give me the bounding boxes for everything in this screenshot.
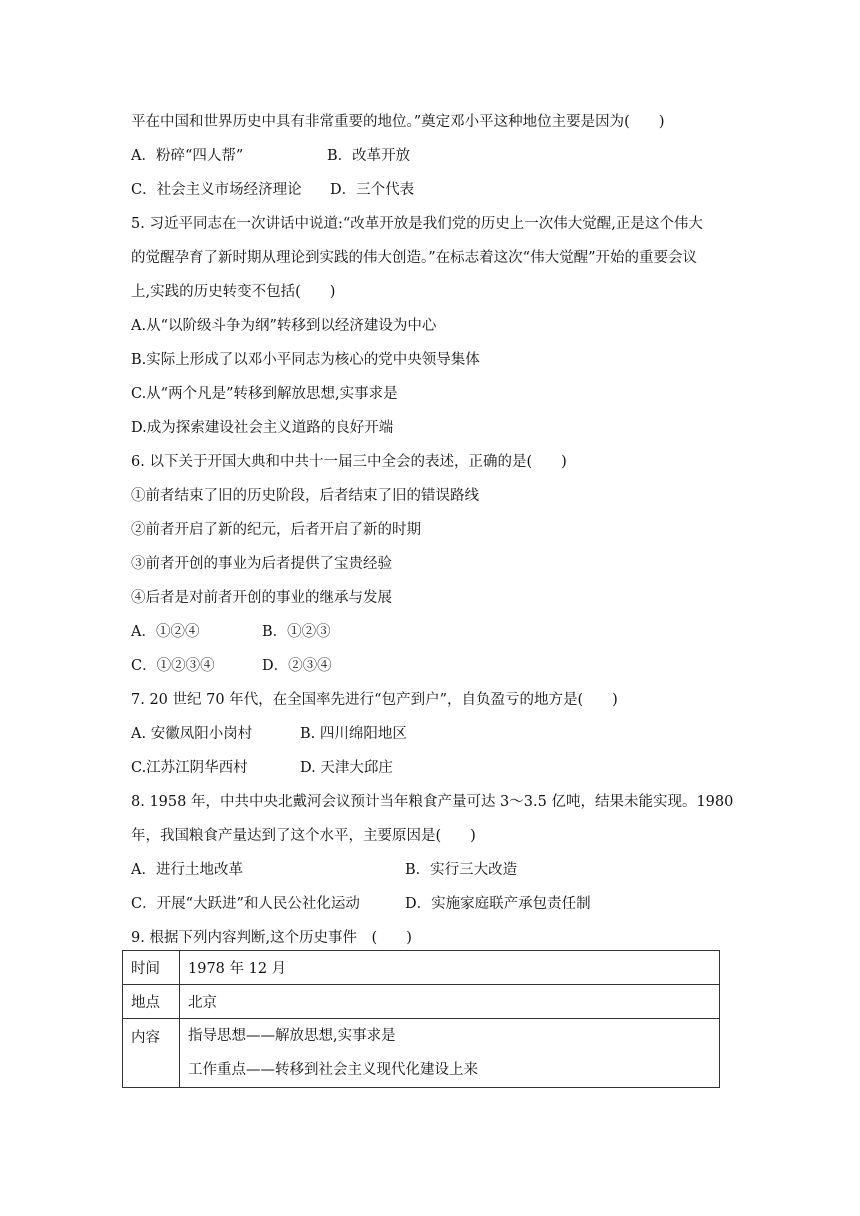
q4-option-b: B．改革开放: [327, 148, 411, 164]
q6-statement-3: ③前者开创的事业为后者提供了宝贵经验: [131, 556, 392, 572]
q5-option-d: D.成为探索建设社会主义道路的良好开端: [131, 420, 394, 436]
table-value-content: [180, 1019, 720, 1088]
q7-option-a: A. 安徽凤阳小岗村: [131, 726, 253, 742]
q8-stem-line-1: 8. 1958 年，中共中央北戴河会议预计当年粮食产量可达 3～3.5 亿吨，结果未能实现。1980: [131, 794, 734, 810]
q6-option-d: D．②③④: [262, 658, 332, 674]
q5-option-b: B.实际上形成了以邓小平同志为核心的党中央领导集体: [131, 352, 480, 368]
table-value-time: 1978 年 12 月: [180, 951, 720, 985]
q6-option-a: A．①②④: [131, 624, 200, 640]
content-line-guiding-thought: 指导思想——解放思想,实事求是: [188, 1028, 396, 1044]
q6-statement-4: ④后者是对前者开创的事业的继承与发展: [131, 590, 392, 606]
event-info-table: [122, 950, 720, 1088]
q6-option-c: C．①②③④: [131, 658, 215, 674]
q6-statement-1: ①前者结束了旧的历史阶段，后者结束了旧的错误路线: [131, 488, 479, 504]
table-row: [123, 985, 720, 1019]
q4-stem-line: 平在中国和世界历史中具有非常重要的地位。”奠定邓小平这种地位主要是因为( ): [131, 114, 665, 130]
q8-option-d: D．实施家庭联产承包责任制: [405, 896, 591, 912]
q6-stem: 6. 以下关于开国大典和中共十一届三中全会的表述，正确的是( ): [131, 454, 567, 470]
q8-option-a: A．进行土地改革: [131, 862, 243, 878]
content-line-work-focus: 工作重点——转移到社会主义现代化建设上来: [188, 1062, 478, 1078]
q7-option-d: D. 天津大邱庄: [300, 760, 393, 776]
table-value-place: 北京: [180, 985, 720, 1019]
q7-option-c: C.江苏江阴华西村: [131, 760, 248, 776]
table-row: [123, 951, 720, 985]
q6-option-b: B．①②③: [262, 624, 331, 640]
q8-stem-line-2: 年，我国粮食产量达到了这个水平，主要原因是( ): [131, 828, 476, 844]
q4-option-d: D．三个代表: [330, 182, 415, 198]
q5-option-a: A.从“以阶级斗争为纲”转移到以经济建设为中心: [131, 318, 437, 334]
table-key-content: 内容: [123, 1019, 180, 1088]
table-key-place: 地点: [123, 985, 180, 1019]
q7-option-b: B. 四川绵阳地区: [300, 726, 407, 742]
q4-option-a: A．粉碎“四人帮”: [131, 148, 244, 164]
table-row: [123, 1019, 720, 1088]
q5-stem-line-3: 上,实践的历史转变不包括( ): [131, 284, 336, 300]
q6-statement-2: ②前者开启了新的纪元，后者开启了新的时期: [131, 522, 421, 538]
q8-option-c: C．开展“大跃进”和人民公社化运动: [131, 896, 360, 912]
q5-option-c: C.从“两个凡是”转移到解放思想,实事求是: [131, 386, 398, 402]
q5-stem-line-1: 5. 习近平同志在一次讲话中说道:“改革开放是我们党的历史上一次伟大觉醒,正是这个伟大: [131, 216, 703, 232]
q9-stem: 9. 根据下列内容判断,这个历史事件 ( ): [131, 930, 412, 946]
q8-option-b: B．实行三大改造: [405, 862, 518, 878]
table-key-time: 时间: [123, 951, 180, 985]
q4-option-c: C．社会主义市场经济理论: [131, 182, 302, 198]
q5-stem-line-2: 的觉醒孕育了新时期从理论到实践的伟大创造。”在标志着这次“伟大觉醒”开始的重要会议: [131, 250, 697, 266]
q7-stem: 7. 20 世纪 70 年代，在全国率先进行“包产到户”，自负盈亏的地方是( ): [131, 692, 618, 708]
